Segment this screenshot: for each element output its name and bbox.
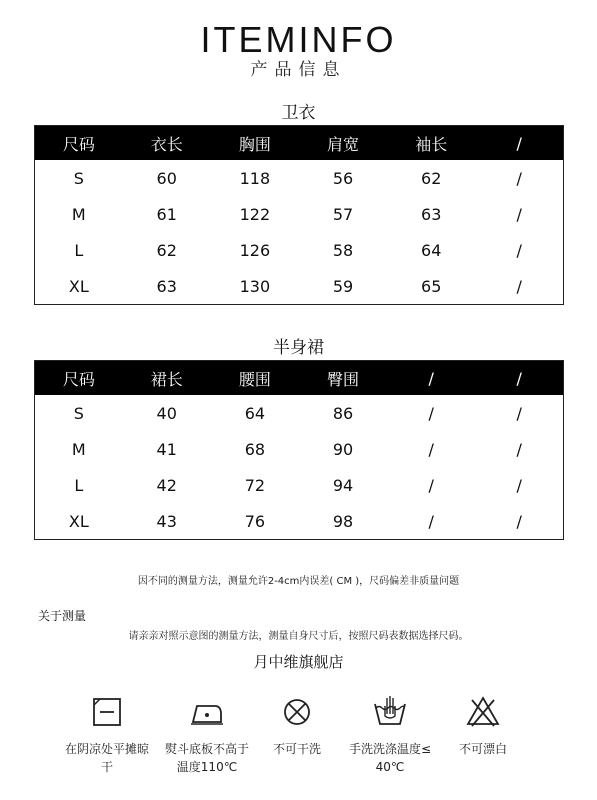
table-cell: 40 — [156, 403, 177, 423]
table-cell: 94 — [332, 475, 354, 495]
care-item — [433, 692, 533, 758]
care-item — [157, 692, 257, 776]
table-cell: / — [516, 168, 522, 188]
table-cell: 72 — [244, 475, 266, 495]
table-cell: / — [516, 475, 522, 495]
measure-title: 关于测量 — [38, 609, 87, 623]
care-label: 手洗洗涤温度≤ 40℃ — [348, 742, 432, 774]
skirt-table-header-row — [35, 361, 564, 396]
column-header: 裙长 — [123, 361, 211, 396]
table-cell: / — [428, 403, 434, 423]
table-cell: 68 — [244, 439, 266, 459]
column-header: 尺码 — [35, 126, 123, 161]
table-cell: 63 — [156, 276, 177, 296]
table-cell: / — [428, 475, 434, 495]
column-header: / — [387, 361, 475, 396]
table-cell: 60 — [156, 168, 177, 188]
table-row — [35, 268, 564, 305]
table-cell: 122 — [239, 204, 271, 224]
table-cell: 56 — [332, 168, 354, 188]
care-item — [57, 692, 157, 776]
table-cell: 118 — [239, 168, 271, 188]
table-row — [35, 196, 564, 232]
top-size-table — [34, 125, 564, 305]
column-header: 衣长 — [123, 126, 211, 161]
table-cell: / — [428, 439, 434, 459]
measure-text: 请亲亲对照示意图的测量方法，测量自身尺寸后，按照尺码表数据选择尺码。 — [128, 631, 469, 642]
dry-flat-shade-icon — [87, 692, 127, 732]
do-not-dry-clean-icon — [277, 692, 317, 732]
table-cell: / — [516, 204, 522, 224]
column-header: / — [475, 126, 563, 161]
table-cell: 130 — [239, 276, 271, 296]
table-cell: 43 — [156, 511, 177, 531]
column-header: 臀围 — [299, 361, 387, 396]
top-table-header-row — [35, 126, 564, 161]
table-cell: / — [516, 439, 522, 459]
table-cell: 76 — [244, 511, 266, 531]
table-cell: 86 — [332, 403, 354, 423]
table-cell: S — [73, 403, 84, 423]
table-row — [35, 431, 564, 467]
table-cell: M — [71, 204, 86, 224]
table-cell: 90 — [332, 439, 354, 459]
table-cell: / — [428, 511, 434, 531]
table-row — [35, 395, 564, 431]
skirt-table-title: 半身裙 — [273, 338, 324, 358]
table-cell: 64 — [421, 240, 442, 260]
column-header: 胸围 — [211, 126, 299, 161]
table-cell: 63 — [421, 204, 442, 224]
table-cell: 57 — [332, 204, 354, 224]
table-row — [35, 467, 564, 503]
care-label: 熨斗底板不高于 温度110℃ — [164, 742, 249, 774]
brand-subtitle: 产品信息 — [250, 60, 347, 80]
table-cell: 126 — [239, 240, 271, 260]
table-cell: L — [74, 475, 84, 495]
table-cell: / — [516, 403, 522, 423]
table-cell: 58 — [332, 240, 354, 260]
column-header: 尺码 — [35, 361, 123, 396]
care-label: 在阴凉处平摊晾 干 — [64, 742, 149, 774]
store-name: 月中维旗舰店 — [253, 653, 344, 671]
table-cell: L — [74, 240, 84, 260]
table-cell: 62 — [421, 168, 442, 188]
table-cell: 41 — [156, 439, 177, 459]
column-header: 肩宽 — [299, 126, 387, 161]
table-cell: 98 — [332, 511, 354, 531]
table-cell: 59 — [332, 276, 354, 296]
tolerance-note: 因不同的测量方法，测量允许2-4cm内误差( CM )，尺码偏差非质量问题 — [137, 576, 460, 587]
table-cell: 42 — [156, 475, 177, 495]
care-item — [247, 692, 347, 758]
top-table-title: 卫衣 — [281, 103, 316, 123]
table-cell: XL — [68, 511, 89, 531]
table-row — [35, 503, 564, 540]
table-cell: 65 — [421, 276, 442, 296]
table-cell: M — [71, 439, 86, 459]
care-label: 不可干洗 — [272, 742, 321, 756]
table-cell: XL — [68, 276, 89, 296]
table-cell: S — [73, 168, 84, 188]
table-cell: 64 — [244, 403, 266, 423]
column-header: 袖长 — [387, 126, 475, 161]
table-cell: 62 — [156, 240, 177, 260]
table-cell: 61 — [156, 204, 177, 224]
table-row — [35, 160, 564, 196]
iron-low-temp-icon — [187, 692, 227, 732]
skirt-size-table — [34, 360, 564, 540]
brand-title: ITEMINFO — [200, 19, 397, 60]
do-not-bleach-icon — [463, 692, 503, 732]
table-row — [35, 232, 564, 268]
care-item — [340, 692, 440, 776]
column-header: / — [475, 361, 563, 396]
hand-wash-icon — [370, 692, 410, 732]
table-cell: / — [516, 511, 522, 531]
table-cell: / — [516, 240, 522, 260]
table-cell: / — [516, 276, 522, 296]
column-header: 腰围 — [211, 361, 299, 396]
care-label: 不可漂白 — [458, 742, 507, 756]
